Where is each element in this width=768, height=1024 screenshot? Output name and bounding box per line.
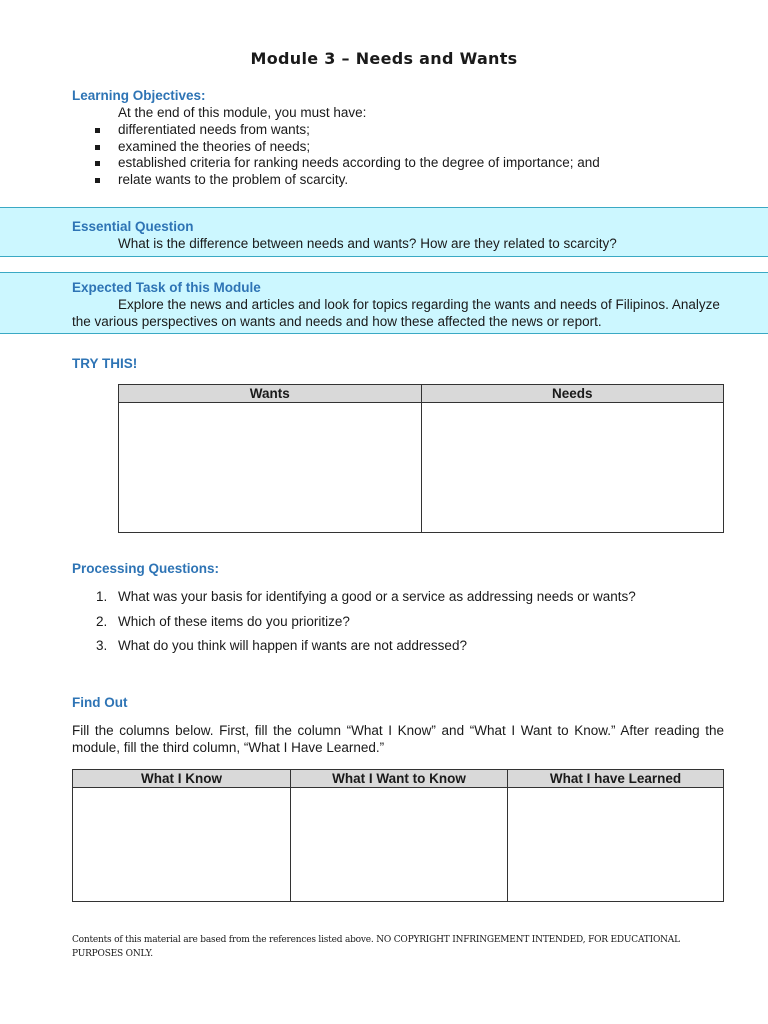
essential-question-band	[0, 207, 768, 257]
what-i-know-cell[interactable]	[73, 788, 291, 902]
column-header-what-i-have-learned: What I have Learned	[508, 770, 724, 788]
try-this-heading: TRY THIS!	[72, 356, 138, 371]
essential-question-text: What is the difference between needs and wants? How are they related to scarcity?	[118, 236, 617, 251]
processing-questions-list	[72, 588, 636, 662]
list-item	[72, 637, 636, 662]
find-out-heading: Find Out	[72, 695, 128, 710]
objective-item: examined the theories of needs;	[72, 139, 600, 156]
table-row	[119, 403, 724, 533]
expected-task-band	[0, 272, 768, 334]
kwl-table	[72, 769, 724, 902]
needs-cell[interactable]	[421, 403, 724, 533]
objective-item: differentiated needs from wants;	[72, 122, 600, 139]
page-title: Module 3 – Needs and Wants	[250, 49, 518, 68]
wants-cell[interactable]	[119, 403, 422, 533]
question-number: 3.	[96, 638, 108, 653]
table-row	[73, 788, 724, 902]
footer-disclaimer: Contents of this material are based from the references listed above. NO COPYRIGHT INFRINGEMENT INTENDED, FOR EDUCATIONAL PURPOSES ONLY.	[72, 935, 680, 959]
expected-task-heading: Expected Task of this Module	[72, 280, 261, 295]
question-number: 1.	[96, 589, 108, 604]
expected-task-text: Explore the news and articles and look for topics regarding the wants and needs of Filipinos. Analyze the various perspectives on wants and needs and how these affected the news or report.	[72, 297, 720, 329]
column-header-needs: Needs	[421, 385, 724, 403]
expected-task-text-wrap	[72, 296, 738, 330]
column-header-wants: Wants	[119, 385, 422, 403]
objective-item: established criteria for ranking needs according to the degree of importance; and	[72, 155, 600, 172]
learning-objectives-list	[72, 122, 600, 188]
column-header-what-i-know: What I Know	[73, 770, 291, 788]
question-text: Which of these items do you prioritize?	[118, 613, 350, 629]
essential-question-heading: Essential Question	[72, 219, 194, 234]
processing-questions-heading: Processing Questions:	[72, 561, 220, 576]
essential-question-text-wrap	[72, 235, 738, 252]
learning-objectives-intro: At the end of this module, you must have:	[118, 105, 367, 120]
list-item	[72, 613, 636, 638]
objective-item: relate wants to the problem of scarcity.	[72, 172, 600, 189]
table-header-row	[73, 770, 724, 788]
what-i-have-learned-cell[interactable]	[508, 788, 724, 902]
column-header-what-i-want-to-know: What I Want to Know	[291, 770, 508, 788]
list-item	[72, 588, 636, 613]
question-text: What do you think will happen if wants are not addressed?	[118, 638, 467, 653]
question-text: What was your basis for identifying a good or a service as addressing needs or wants?	[118, 589, 636, 604]
what-i-want-to-know-cell[interactable]	[291, 788, 508, 902]
table-header-row	[119, 385, 724, 403]
question-number: 2.	[96, 613, 108, 629]
find-out-instructions: Fill the columns below. First, fill the column “What I Know” and “What I Want to Know.” After reading the module, fill the third column, “What I Have Learned.”	[72, 723, 724, 755]
wants-needs-table	[118, 384, 724, 533]
learning-objectives-heading: Learning Objectives:	[72, 88, 206, 103]
